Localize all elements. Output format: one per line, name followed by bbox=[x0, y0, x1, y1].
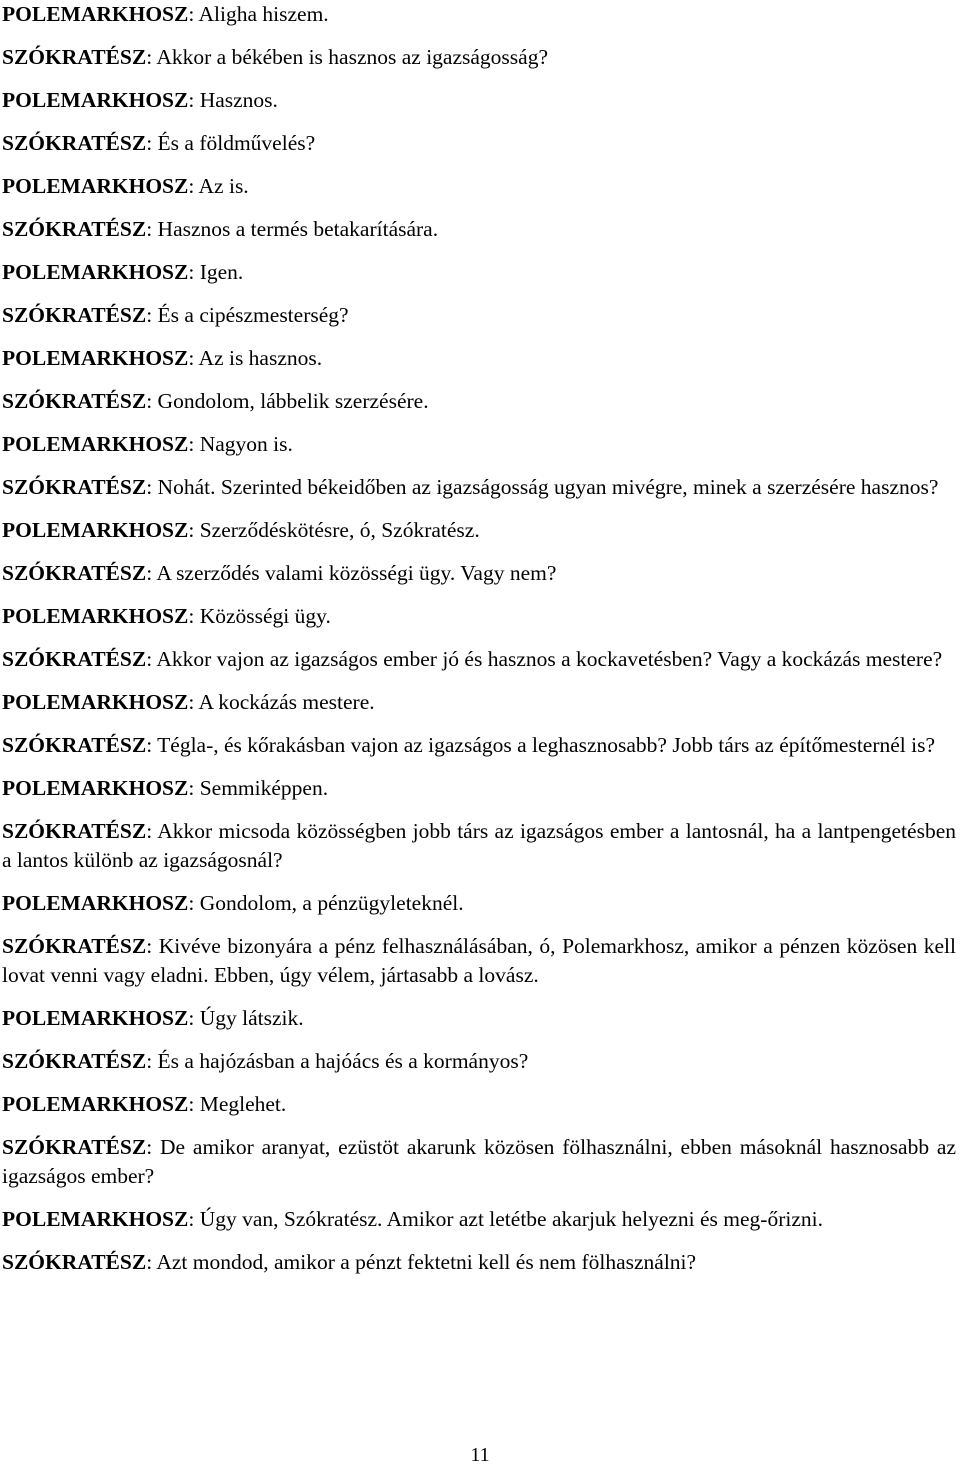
speaker-name: POLEMARKHOSZ bbox=[2, 1092, 189, 1116]
dialogue-line bbox=[2, 516, 956, 545]
speaker-name: SZÓKRATÉSZ bbox=[2, 131, 147, 155]
dialogue-line bbox=[2, 215, 956, 244]
dialogue-line bbox=[2, 301, 956, 330]
speaker-name: SZÓKRATÉSZ bbox=[2, 819, 147, 843]
speaker-name: SZÓKRATÉSZ bbox=[2, 217, 147, 241]
speaker-name: POLEMARKHOSZ bbox=[2, 346, 189, 370]
speaker-name: SZÓKRATÉSZ bbox=[2, 303, 147, 327]
line-text: : A szerződés valami közösségi ügy. Vagy nem? bbox=[146, 561, 557, 585]
speaker-name: POLEMARKHOSZ bbox=[2, 88, 189, 112]
speaker-name: SZÓKRATÉSZ bbox=[2, 1250, 147, 1274]
speaker-name: POLEMARKHOSZ bbox=[2, 518, 189, 542]
speaker-name: SZÓKRATÉSZ bbox=[2, 475, 147, 499]
line-text: : Azt mondod, amikor a pénzt fektetni kell és nem fölhasználni? bbox=[146, 1250, 697, 1274]
line-text: : De amikor aranyat, ezüstöt akarunk közösen fölhasználni, ebben másoknál hasznosabb az igazságos ember? bbox=[2, 1135, 956, 1188]
dialogue-line bbox=[2, 129, 956, 158]
line-text: : Hasznos. bbox=[188, 88, 278, 112]
speaker-name: SZÓKRATÉSZ bbox=[2, 389, 147, 413]
dialogue-line bbox=[2, 1205, 956, 1234]
speaker-name: POLEMARKHOSZ bbox=[2, 891, 189, 915]
speaker-name: POLEMARKHOSZ bbox=[2, 174, 189, 198]
speaker-name: POLEMARKHOSZ bbox=[2, 432, 189, 456]
dialogue-line bbox=[2, 86, 956, 115]
line-text: : A kockázás mestere. bbox=[188, 690, 375, 714]
line-text: : Nohát. Szerinted békeidőben az igazságosság ugyan mivégre, minek a szerzésére hasznos? bbox=[146, 475, 939, 499]
line-text: : Szerződéskötésre, ó, Szókratész. bbox=[188, 518, 480, 542]
dialogue-line bbox=[2, 473, 956, 502]
line-text: : Úgy látszik. bbox=[188, 1006, 304, 1030]
dialogue-line bbox=[2, 1248, 956, 1277]
dialogue-line bbox=[2, 1047, 956, 1076]
speaker-name: SZÓKRATÉSZ bbox=[2, 45, 147, 69]
dialogue-line bbox=[2, 1133, 956, 1191]
speaker-name: POLEMARKHOSZ bbox=[2, 1006, 189, 1030]
line-text: : Igen. bbox=[188, 260, 244, 284]
line-text: : Az is. bbox=[188, 174, 249, 198]
line-text: : Gondolom, a pénzügyleteknél. bbox=[188, 891, 464, 915]
dialogue-text bbox=[2, 0, 956, 1277]
line-text: : Nagyon is. bbox=[188, 432, 293, 456]
line-text: : Akkor a békében is hasznos az igazságosság? bbox=[146, 45, 548, 69]
line-text: : Kivéve bizonyára a pénz felhasználásában, ó, Polemarkhosz, amikor a pénzen közösen kell lovat venni vagy eladni. Ebben, úgy vélem, jártasabb a lovász. bbox=[2, 934, 956, 987]
line-text: : Közösségi ügy. bbox=[188, 604, 331, 628]
speaker-name: POLEMARKHOSZ bbox=[2, 690, 189, 714]
speaker-name: SZÓKRATÉSZ bbox=[2, 561, 147, 585]
line-text: : Akkor vajon az igazságos ember jó és hasznos a kockavetésben? Vagy a kockázás mestere? bbox=[146, 647, 943, 671]
speaker-name: POLEMARKHOSZ bbox=[2, 776, 189, 800]
dialogue-line bbox=[2, 387, 956, 416]
line-text: : Tégla-, és kőrakásban vajon az igazságos a leghasznosabb? Jobb társ az építőmesternél is? bbox=[146, 733, 936, 757]
dialogue-line bbox=[2, 932, 956, 990]
dialogue-line bbox=[2, 774, 956, 803]
dialogue-line bbox=[2, 731, 956, 760]
dialogue-line bbox=[2, 1004, 956, 1033]
line-text: : Aligha hiszem. bbox=[188, 2, 329, 26]
dialogue-line bbox=[2, 43, 956, 72]
speaker-name: SZÓKRATÉSZ bbox=[2, 1135, 147, 1159]
line-text: : Meglehet. bbox=[188, 1092, 287, 1116]
line-text: : Hasznos a termés betakarítására. bbox=[146, 217, 439, 241]
line-text: : Akkor micsoda közösségben jobb társ az igazságos ember a lantosnál, ha a lantpengetésben a lantos különb az igazságosnál? bbox=[2, 819, 956, 872]
line-text: : És a cipészmesterség? bbox=[146, 303, 349, 327]
dialogue-line bbox=[2, 602, 956, 631]
speaker-name: SZÓKRATÉSZ bbox=[2, 934, 147, 958]
dialogue-line bbox=[2, 0, 956, 29]
line-text: : És a hajózásban a hajóács és a kormányos? bbox=[146, 1049, 529, 1073]
dialogue-line bbox=[2, 645, 956, 674]
line-text: : Gondolom, lábbelik szerzésére. bbox=[146, 389, 429, 413]
speaker-name: SZÓKRATÉSZ bbox=[2, 1049, 147, 1073]
dialogue-line bbox=[2, 688, 956, 717]
line-text: : Semmiképpen. bbox=[188, 776, 329, 800]
dialogue-line bbox=[2, 817, 956, 875]
dialogue-line bbox=[2, 258, 956, 287]
dialogue-line bbox=[2, 889, 956, 918]
speaker-name: POLEMARKHOSZ bbox=[2, 604, 189, 628]
speaker-name: SZÓKRATÉSZ bbox=[2, 647, 147, 671]
dialogue-line bbox=[2, 344, 956, 373]
dialogue-line bbox=[2, 559, 956, 588]
dialogue-line bbox=[2, 172, 956, 201]
speaker-name: POLEMARKHOSZ bbox=[2, 260, 189, 284]
line-text: : És a földművelés? bbox=[146, 131, 316, 155]
speaker-name: POLEMARKHOSZ bbox=[2, 2, 189, 26]
dialogue-line bbox=[2, 1090, 956, 1119]
page-number: 11 bbox=[470, 1444, 490, 1466]
line-text: : Úgy van, Szókratész. Amikor azt letétbe akarjuk helyezni és meg-őrizni. bbox=[188, 1207, 823, 1231]
dialogue-line bbox=[2, 430, 956, 459]
speaker-name: SZÓKRATÉSZ bbox=[2, 733, 147, 757]
line-text: : Az is hasznos. bbox=[188, 346, 323, 370]
speaker-name: POLEMARKHOSZ bbox=[2, 1207, 189, 1231]
